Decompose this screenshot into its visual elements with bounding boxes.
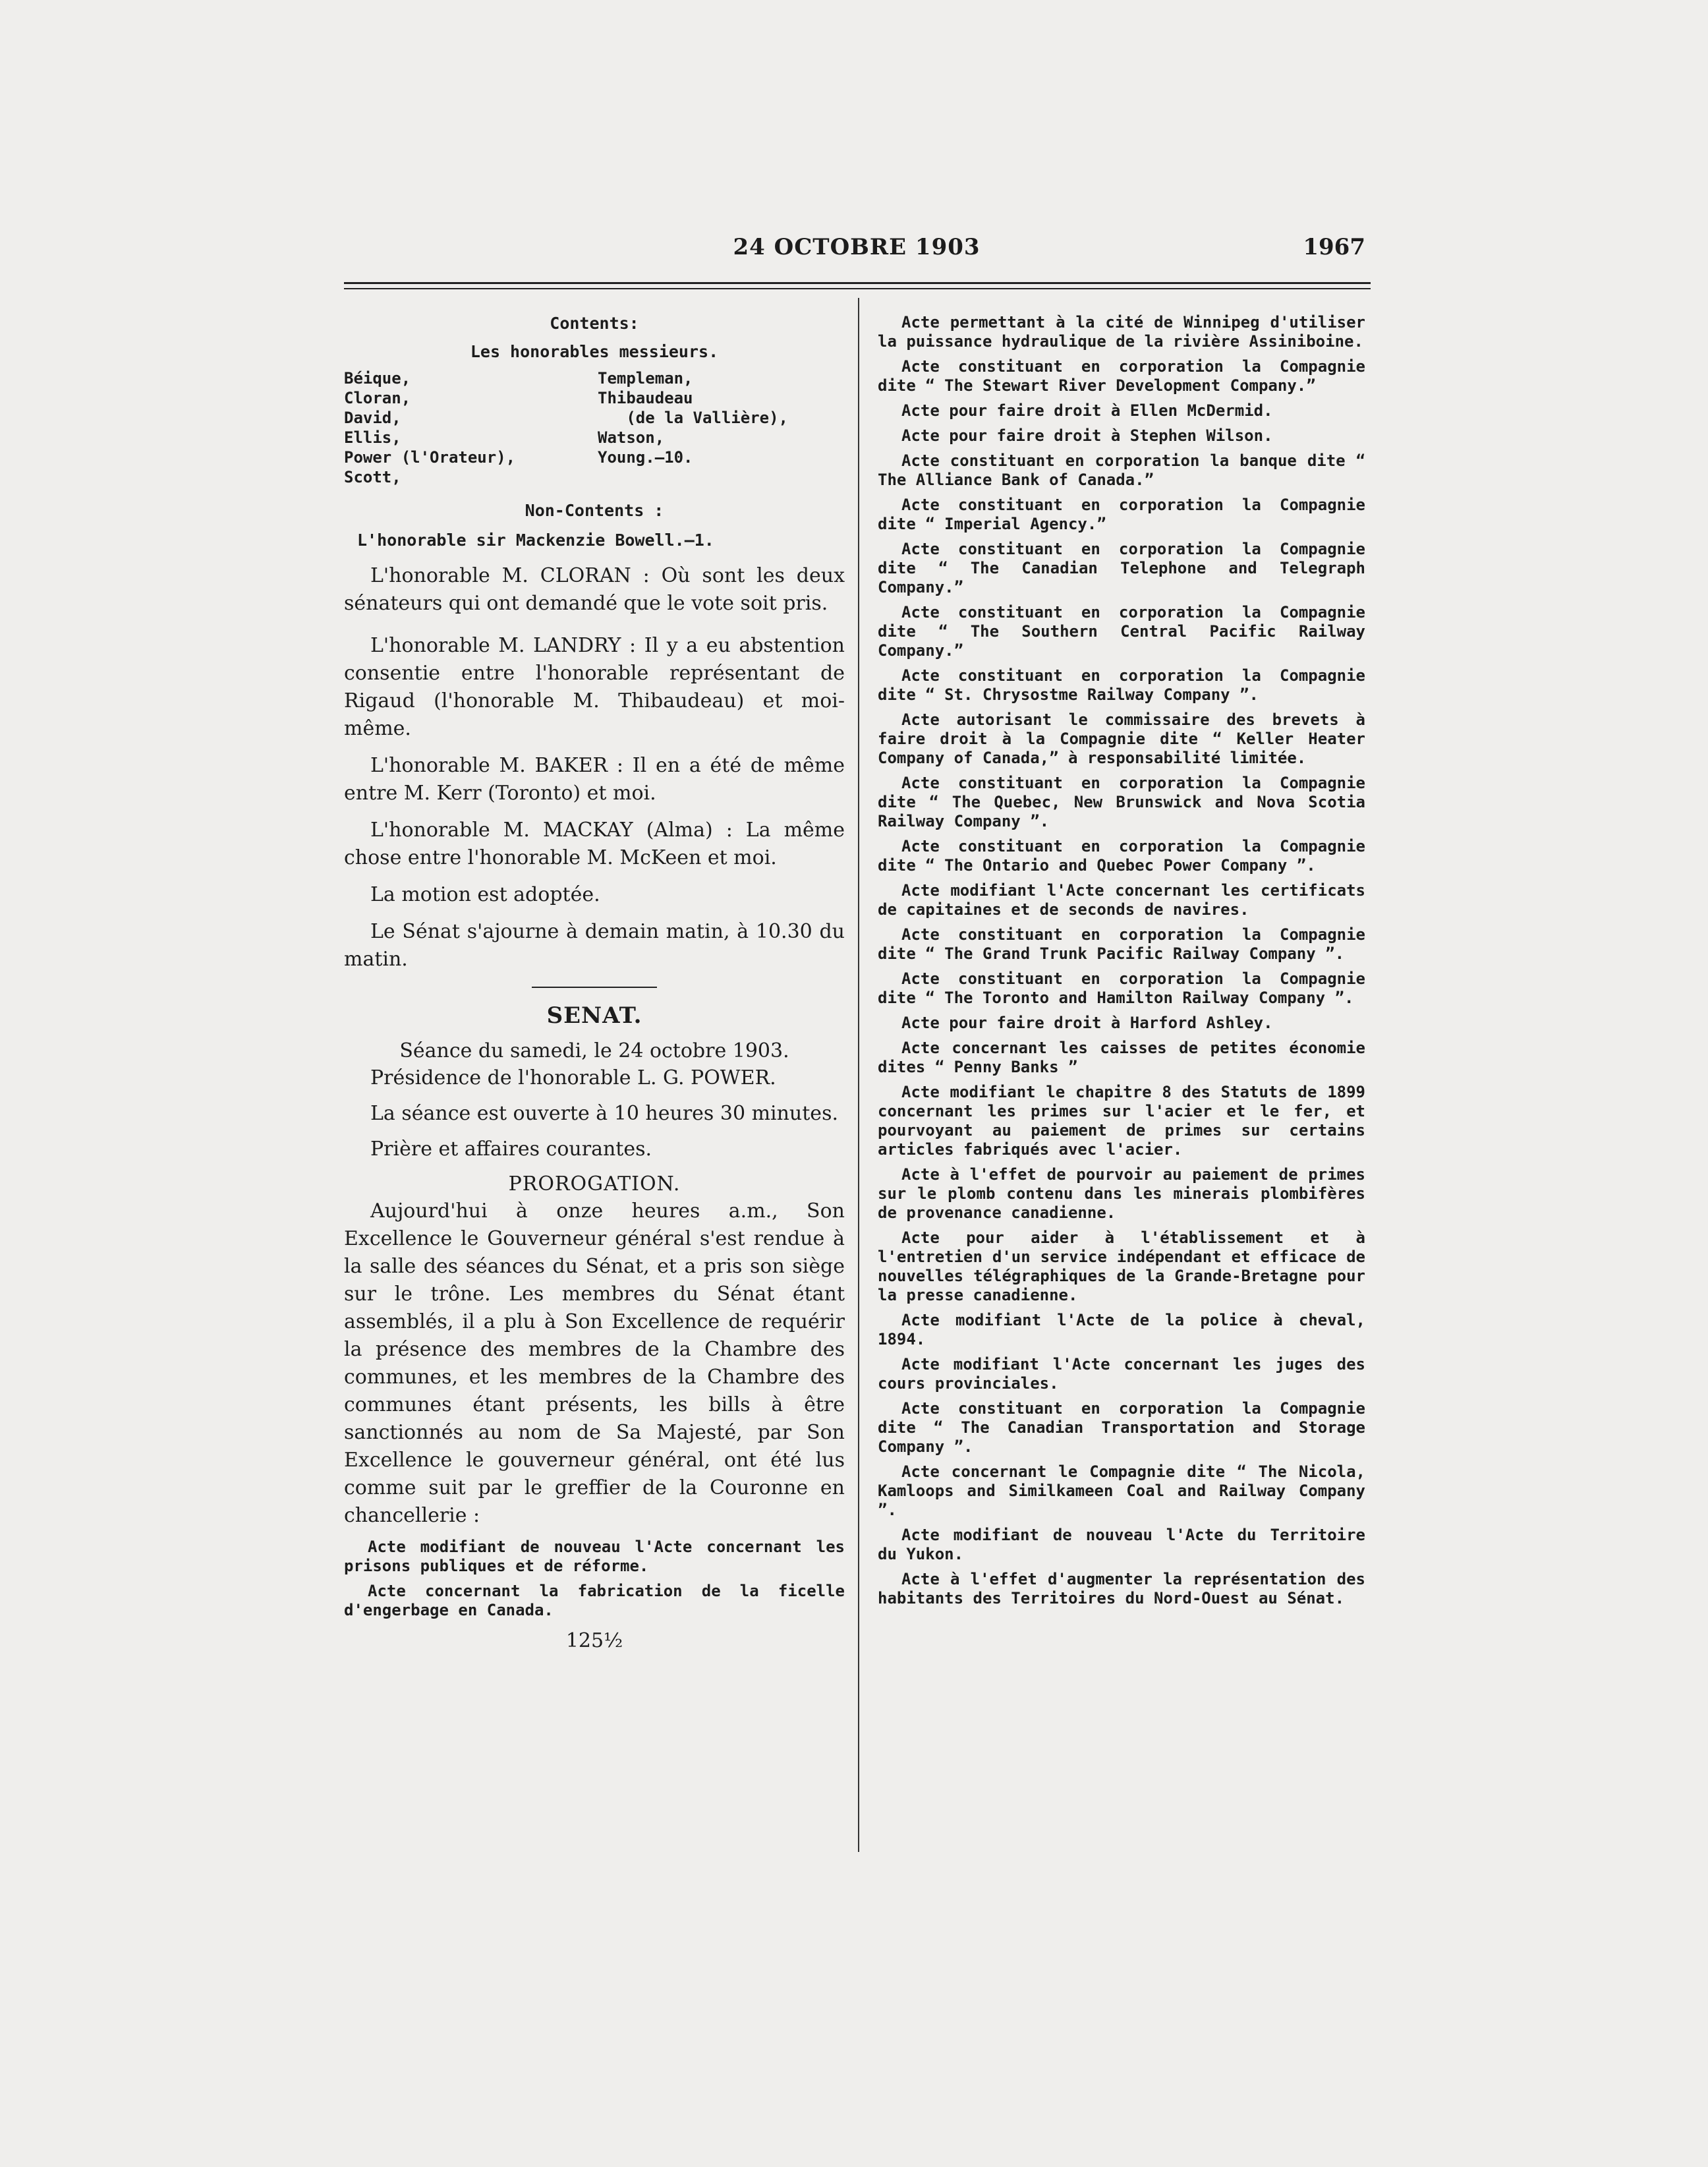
acte-item: Acte constituant en corporation la Compagnie dite “ The Stewart River Development Company.” (878, 357, 1365, 395)
senator-name: (de la Vallière), (598, 409, 788, 427)
acte-item: Acte constituant en corporation la Compagnie dite “ St. Chrysostme Railway Company ”. (878, 666, 1365, 704)
acte-item: Acte autorisant le commissaire des brevets à faire droit à la Compagnie dite “ Keller Heater Company of Canada,” à responsabilité limitée. (878, 710, 1365, 767)
acte-item: Acte à l'effet de pourvoir au paiement de primes sur le plomb contenu dans les minerais plombifères de provenance canadienne. (878, 1165, 1365, 1222)
right-column (878, 313, 1365, 1614)
contents-heading: Contents: (550, 314, 639, 333)
senator-name: Templeman, (598, 369, 693, 388)
acte-item: Acte modifiant le chapitre 8 des Statuts de 1899 concernant les primes sur l'acier et le fer, et pourvoyant au paiement de primes sur certains articles fabriqués avec l'acier. (878, 1083, 1365, 1159)
acte-item: Acte modifiant de nouveau l'Acte du Territoire du Yukon. (878, 1526, 1365, 1563)
acte-item: Acte permettant à la cité de Winnipeg d'utiliser la puissance hydraulique de la rivière Assiniboine. (878, 313, 1365, 351)
header-rule (344, 282, 1371, 284)
acte-item: Acte modifiant de nouveau l'Acte concernant les prisons publiques et de réforme. (344, 1538, 845, 1575)
acte-item: Acte constituant en corporation la Compagnie dite “ The Quebec, New Brunswick and Nova Scotia Railway Company ”. (878, 774, 1365, 830)
senator-name: Ellis, (344, 428, 401, 447)
acte-item: Acte constituant en corporation la Compagnie dite “ The Southern Central Pacific Railway Company.” (878, 603, 1365, 660)
acte-item: Acte constituant en corporation la banque dite “ The Alliance Bank of Canada.” (878, 451, 1365, 489)
header-date: 24 OCTOBRE 1903 (733, 234, 981, 260)
acte-item: Acte pour faire droit à Ellen McDermid. (901, 401, 1273, 420)
senator-name: Young.—10. (598, 448, 693, 467)
contents-names-col2 (598, 368, 845, 487)
senator-name: Scott, (344, 468, 401, 486)
page-number: 1967 (1303, 234, 1365, 260)
acte-item: Acte constituant en corporation la Compagnie dite “ The Grand Trunk Pacific Railway Company ”. (878, 925, 1365, 963)
acte-item: Acte concernant la fabrication de la ficelle d'engerbage en Canada. (344, 1582, 845, 1619)
paragraph-mackay: L'honorable M. MACKAY (Alma) : La même chose entre l'honorable M. McKeen et moi. (344, 819, 845, 869)
senator-name: Cloran, (344, 389, 411, 407)
senator-name: Power (l'Orateur), (344, 448, 516, 467)
contents-names-col1 (344, 368, 598, 487)
folio: 125½ (565, 1629, 623, 1652)
seance-line: Séance du samedi, le 24 octobre 1903. (399, 1039, 789, 1062)
acte-item: Acte modifiant l'Acte concernant les juges des cours provinciales. (878, 1355, 1365, 1393)
paragraph-baker: L'honorable M. BAKER : Il en a été de même entre M. Kerr (Toronto) et moi. (344, 754, 845, 805)
acte-item: Acte modifiant l'Acte concernant les certificats de capitaines et de seconds de navires. (878, 881, 1365, 919)
non-contents-heading: Non-Contents : (525, 501, 664, 520)
contents-names (344, 368, 845, 487)
acte-item: Acte concernant le Compagnie dite “ The Nicola, Kamloops and Similkameen Coal and Railway Company ”. (878, 1462, 1365, 1519)
ouverture-line: La séance est ouverte à 10 heures 30 minutes. (370, 1102, 838, 1125)
acte-item: Acte pour faire droit à Harford Ashley. (901, 1014, 1273, 1032)
page-header (343, 234, 1371, 274)
senator-name: David, (344, 409, 401, 427)
senator-name: Béique, (344, 369, 411, 388)
acte-item: Acte constituant en corporation la Compagnie dite “ The Canadian Telephone and Telegraph Company.” (878, 540, 1365, 596)
acte-item: Acte concernant les caisses de petites économie dites “ Penny Banks ” (878, 1039, 1365, 1076)
paragraph-motion: La motion est adoptée. (370, 883, 600, 906)
acte-item: Acte modifiant l'Acte de la police à cheval, 1894. (878, 1311, 1365, 1348)
acte-item: Acte constituant en corporation la Compagnie dite “ The Ontario and Quebec Power Company ”. (878, 837, 1365, 875)
acte-item: Acte pour faire droit à Stephen Wilson. (901, 426, 1273, 445)
left-column (344, 313, 845, 1652)
acte-item: Acte constituant en corporation la Compagnie dite “ The Canadian Transportation and Storage Company ”. (878, 1399, 1365, 1456)
prorogation-heading: PROROGATION. (508, 1172, 681, 1196)
paragraph-landry: L'honorable M. LANDRY : Il y a eu abstention consentie entre l'honorable représentant de Rigaud (l'honorable M. Thibaudeau) et moi-même. (344, 634, 845, 740)
honorables-heading: Les honorables messieurs. (470, 342, 719, 361)
acte-item: Acte constituant en corporation la Compagnie dite “ Imperial Agency.” (878, 496, 1365, 533)
senat-title: SENAT. (546, 1002, 642, 1029)
non-contents-line: L'honorable sir Mackenzie Bowell.—1. (357, 531, 714, 550)
senator-name: Watson, (598, 428, 665, 447)
column-divider (858, 298, 859, 1852)
senator-name: Thibaudeau (598, 389, 693, 407)
paragraph-cloran: L'honorable M. CLORAN : Où sont les deux sénateurs qui ont demandé que le vote soit pris. (344, 564, 845, 615)
presidence-line: Présidence de l'honorable L. G. POWER. (370, 1066, 776, 1089)
acte-item: Acte pour aider à l'établissement et à l'entretien d'un service indépendant et efficace de nouvelles télégraphiques de la Grande-Bretagne pour la presse canadienne. (878, 1228, 1365, 1304)
acte-item: Acte constituant en corporation la Compagnie dite “ The Toronto and Hamilton Railway Company ”. (878, 969, 1365, 1007)
paragraph-ajourne: Le Sénat s'ajourne à demain matin, à 10.30 du matin. (344, 920, 845, 971)
acte-item: Acte à l'effet d'augmenter la représentation des habitants des Territoires du Nord-Ouest au Sénat. (878, 1570, 1365, 1607)
priere-line: Prière et affaires courantes. (370, 1138, 652, 1161)
section-rule (532, 987, 657, 988)
header-rule-secondary (344, 288, 1371, 289)
prorogation-text: Aujourd'hui à onze heures a.m., Son Excellence le Gouverneur général s'est rendue à la salle des séances du Sénat, et a pris son siège sur le trône. Les membres du Sénat étant assemblés, il a plu à Son Excellence de requérir la présence des membres de la Chambre des communes, et les membres de la Chambre des communes étant présents, les bills à être sanctionnés au nom de Sa Majesté, par Son Excellence le gouverneur général, ont été lus comme suit par le greffier de la Couronne en chancellerie : (344, 1199, 845, 1527)
